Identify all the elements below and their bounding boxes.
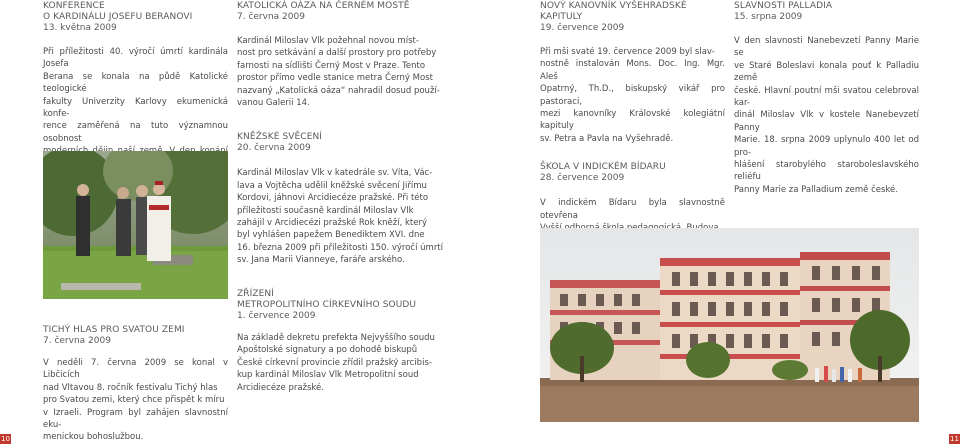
article-body: Na základě dekretu prefekta Nejvyššího soudu Apoštolské signatury a po dohodě biskupů České církevní provincie zřídil pražský arcibis- kup kardinál Miloslav Vlk Metropolitní soud Arcidiecéze pražské. [237, 333, 435, 393]
article-heading: ŠKOLA V INDICKÉM BÍDARU [540, 162, 666, 173]
article-date: 13. května 2009 [43, 23, 117, 33]
article-body: V neděli 7. června 2009 se konal v Libčicích nad Vltavou 8. ročník festivalu Tichý hlas pro Svatou zemi, který chce přispět k míru v Izraeli. Program byl zahájen slavnostní eku- menickou bohoslužbou. [43, 358, 228, 443]
article-body: Kardinál Miloslav Vlk v katedrále sv. Víta, Vác- lava a Vojtěcha udělil kněžské svěcení Jiřímu Kordovi, jáhnovi Arcidiecéze pražské. Při této příležitosti současně kardinál Miloslav Vlk zahájil v Arcidiecézi pražské Rok kněží, který byl vyhlášen papežem Benediktem XVI. dne 16. března 2009 při příležitosti 150. výročí úmrtí sv. Jana Marii Vianneye, faráře arského. [237, 168, 444, 266]
cornerstone-photo [43, 151, 228, 299]
article-heading: KONFERENCE O KARDINÁLU JOSEFU BERANOVI [43, 1, 193, 22]
article-date: 19. července 2009 [540, 23, 625, 33]
article-column-1b [43, 325, 228, 444]
article-date: 7. června 2009 [43, 336, 111, 346]
article-heading: SLAVNOSTI PALLADIA [734, 1, 833, 11]
article-column-2 [237, 0, 450, 267]
article-heading: KATOLICKÁ OÁZA NA ČERNÉM MOSTĚ [237, 1, 410, 11]
article-heading: ZŘÍZENÍ METROPOLITNÍHO CÍRKEVNÍHO SOUDU [237, 289, 417, 310]
article-body: V den slavnosti Nanebevzetí Panny Marie se ve Staré Boleslavi konala pouť k Palladiu země české. Hlavní poutní mši svatou celebroval kar- dinál Miloslav Vlk v kostele Nanebevzetí Panny Marie. 18. srpna 2009 uplynulo 400 let od pro- hlášení starobylého staroboleslavského reliéfu Panny Marie za Palladium země české. [734, 36, 919, 195]
article-body: Kardinál Miloslav Vlk požehnal novou míst- nost pro setkávání a další prostory pro potřeby farnosti na sídlišti Černý Most v Praze. Tento prostor přímo vedle stanice metra Černý Most nazvaný „Katolická oáza“ nahradil dosud použí- vanou Galerii 14. [237, 36, 440, 109]
article-heading: TICHÝ HLAS PRO SVATOU ZEMI [43, 325, 185, 335]
article-body: V indickém Bídaru byla slavnostně otevřena [540, 198, 725, 221]
article-date: 7. června 2009 [237, 12, 305, 22]
article-body: Při mši svaté 19. července 2009 byl slav- nostně instalován Mons. Doc. Ing. Mgr. Aleš Opatrný, Th.D., biskupský vikář pro pastoraci, mezi kanovníky Královské kolegiátní kapituly sv. Petra a Pavla na Vyšehradě. [540, 47, 725, 144]
page-number-right: 11 [950, 435, 959, 443]
page-number-left: 10 [1, 435, 10, 443]
article-date: 28. července 2009 [540, 173, 625, 184]
article-column-4 [734, 0, 919, 196]
school-building-photo [540, 228, 919, 422]
article-date: 15. srpna 2009 [734, 12, 803, 22]
article-date: 1. července 2009 [237, 311, 316, 321]
article-column-2b [237, 289, 450, 394]
article-body: Při příležitosti 40. výročí úmrtí kardinála Josefa Berana se konala na půdě Katolické teologické fakulty Univerzity Karlovy ekumenická konfe- rence zaměřená na tuto významnou osobnost [43, 47, 228, 144]
article-date: 20. června 2009 [237, 143, 311, 154]
article-heading: NOVÝ KANOVNÍK VYŠEHRADSKÉ KAPITULY [540, 1, 687, 22]
article-heading: KNĚŽSKÉ SVĚCENÍ [237, 132, 323, 143]
page-gutter [479, 0, 481, 444]
